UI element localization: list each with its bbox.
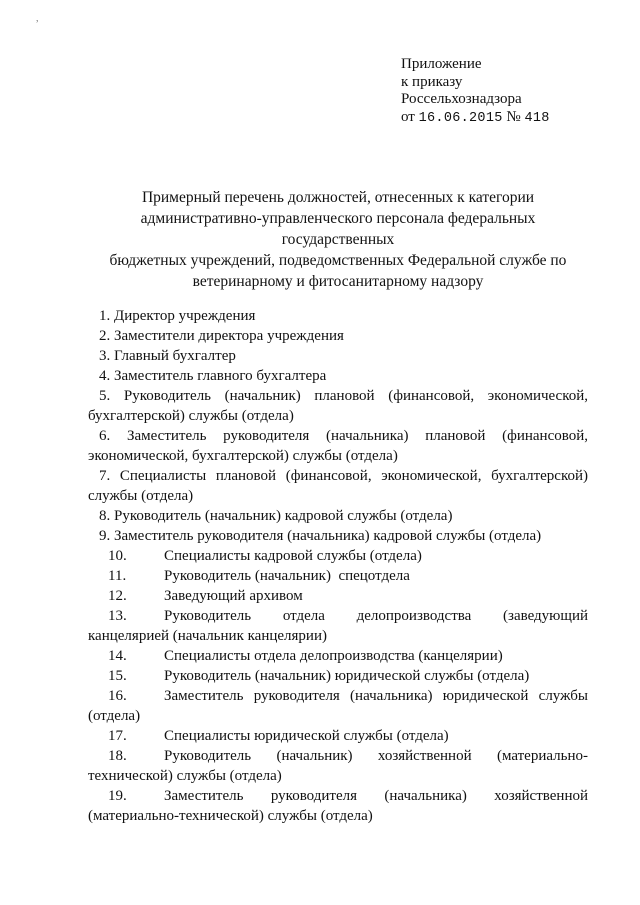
list-item-number: 8. [99,508,111,524]
list-item [88,646,588,666]
list-item-text: Заместитель руководителя (начальника) хозяйственной [164,788,588,804]
list-item-number: 18. [108,748,127,764]
list-item [88,746,588,786]
list-item-number: 6. [99,428,111,444]
list-item-text: Руководитель отдела делопроизводства (заведующий [164,608,588,624]
list-item-text: Заместитель руководителя (начальника) плановой (финансовой, [126,428,588,444]
list-item [88,306,588,326]
list-item-number: 1. [99,308,111,324]
list-item-number: 12. [108,588,127,604]
list-item [88,786,588,826]
list-item-number: 16. [108,688,127,704]
list-item-text: Руководитель (начальник) хозяйственной (материально- [164,748,588,764]
list-item [88,346,588,366]
list-item-text: Руководитель (начальник) спецотдела [164,568,410,584]
list-item-text: Специалисты юридической службы (отдела) [164,728,449,744]
list-item-number: 15. [108,668,127,684]
list-item [88,586,588,606]
list-item-number: 17. [108,728,127,744]
title-line: Примерный перечень должностей, отнесенных к категории [141,189,535,206]
list-item [88,686,588,726]
list-item [88,546,588,566]
list-item-number: 11. [108,568,127,584]
list-item-number: 13. [108,608,127,624]
list-item-text: Специалисты отдела делопроизводства (канцелярии) [164,648,503,664]
list-item [88,326,588,346]
list-item-number: 19. [108,788,127,804]
list-item-text: Специалисты кадровой службы (отдела) [164,548,422,564]
list-item [88,426,588,466]
list-item-first-line [88,386,588,406]
list-item-text: Заместители директора учреждения [114,328,344,344]
list-item-first-line [88,426,588,446]
list-item [88,466,588,506]
list-item-number: 7. [99,468,111,484]
list-item-continuation: (отдела) [88,708,141,724]
approval-title: Приложение [401,56,482,72]
title-line: бюджетных учреждений, подведомственных Федеральной службе по [109,252,567,269]
title-line: ветеринарному и фитосанитарному надзору [192,273,484,290]
list-item-number: 2. [99,328,111,344]
list-item-first-line [88,786,588,806]
positions-list [88,306,588,826]
list-item [88,506,588,526]
list-item-first-line [88,746,588,766]
list-item-number: 3. [99,348,111,364]
list-item-text: Главный бухгалтер [114,348,236,364]
approval-agency: Россельхознадзора [401,91,522,107]
list-item-number: 9. [99,528,111,544]
scan-speck-mark: , [36,13,39,24]
approval-date-line [401,109,550,128]
approval-order-ref: к приказу [401,73,463,90]
list-item-first-line [88,686,588,706]
list-item-continuation: (материально-технической) службы (отдела) [88,808,373,824]
list-item-text: Руководитель (начальник) кадровой службы (отдела) [114,508,453,524]
list-item [88,386,588,426]
list-item-continuation: бухгалтерской) службы (отдела) [88,408,294,424]
approval-date-prefix: от [401,108,415,125]
list-item-text: Заместитель главного бухгалтера [114,368,327,384]
approval-number-sign: № [506,108,521,125]
list-item [88,726,588,746]
title-line: административно-управленческого персонала федеральных государственных [140,210,536,248]
list-item-continuation: канцелярией (начальник канцелярии) [88,628,327,644]
list-item-continuation: технической) службы (отдела) [88,768,282,784]
list-item-text: Заместитель руководителя (начальника) кадровой службы (отдела) [114,528,542,544]
list-item-continuation: службы (отдела) [88,488,194,504]
document-title [88,187,588,292]
list-item [88,606,588,646]
list-item-text: Заместитель руководителя (начальника) юридической службы [164,688,588,704]
list-item [88,666,588,686]
list-item-number: 4. [99,368,111,384]
list-item-text: Директор учреждения [114,308,256,324]
list-item-number: 10. [108,548,127,564]
list-item-number: 14. [108,648,127,664]
list-item-continuation: экономической, бухгалтерской) службы (отдела) [88,448,398,464]
list-item-text: Специалисты плановой (финансовой, экономической, бухгалтерской) [119,468,588,484]
list-item [88,366,588,386]
list-item [88,526,588,546]
list-item-text: Руководитель (начальник) юридической службы (отдела) [164,668,530,684]
approval-number: 418 [524,110,550,126]
approval-date: 16.06.2015 [418,110,503,126]
approval-block [401,56,550,127]
list-item-number: 5. [99,388,111,404]
list-item-first-line [88,466,588,486]
list-item-first-line [88,606,588,626]
list-item-text: Заведующий архивом [164,588,303,604]
list-item-text: Руководитель (начальник) плановой (финансовой, экономической, [123,388,589,404]
list-item [88,566,588,586]
